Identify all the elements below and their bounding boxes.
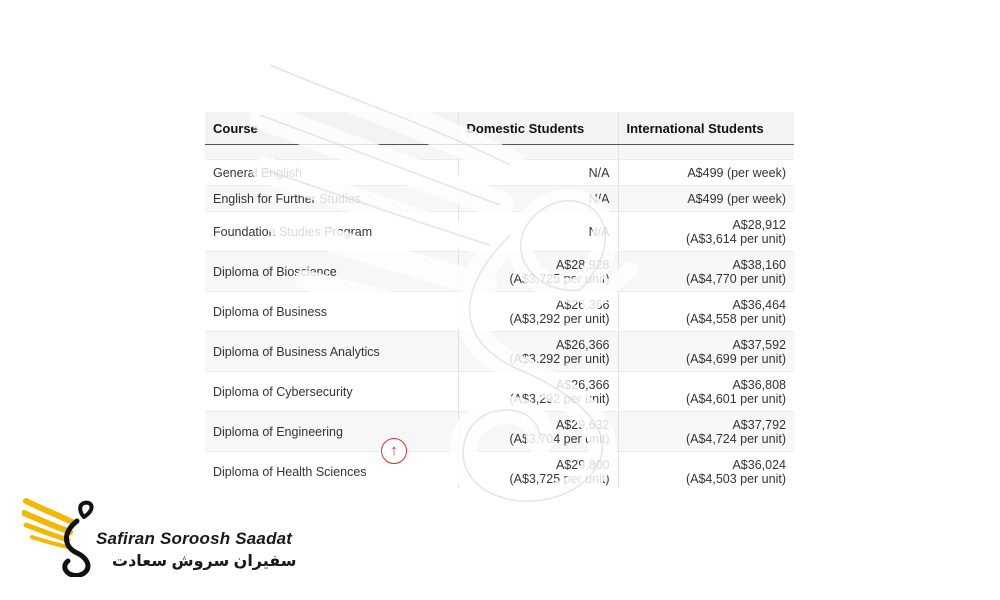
international-fee-cell bbox=[618, 160, 794, 186]
fee-per-unit: (A$3,292 per unit) bbox=[509, 351, 610, 366]
domestic-fee-cell bbox=[458, 252, 618, 292]
fee-amount: N/A bbox=[588, 224, 610, 239]
course-cell: Diploma of Business bbox=[205, 292, 458, 332]
fee-amount: A$29,632 bbox=[555, 417, 610, 432]
domestic-fee-cell bbox=[458, 292, 618, 332]
course-cell: Foundation Studies Program bbox=[205, 212, 458, 252]
brand-logo bbox=[22, 495, 297, 580]
fee-amount: A$38,160 bbox=[732, 257, 786, 272]
header-domestic-students: Domestic Students bbox=[458, 112, 618, 145]
fee-per-unit: (A$3,292 per unit) bbox=[509, 391, 610, 406]
table-row bbox=[205, 252, 794, 292]
international-fee-cell bbox=[618, 372, 794, 412]
table-row bbox=[205, 186, 794, 212]
international-fee-cell bbox=[618, 252, 794, 292]
fee-amount: A$29,800 bbox=[555, 457, 610, 472]
fee-amount: A$28,912 bbox=[732, 217, 786, 232]
international-fee-cell bbox=[618, 186, 794, 212]
domestic-fee-cell bbox=[458, 212, 618, 252]
course-cell: Diploma of Engineering bbox=[205, 412, 458, 452]
fee-amount: A$499 (per week) bbox=[687, 191, 786, 206]
fee-amount: A$36,024 bbox=[732, 457, 786, 472]
domestic-fee-cell bbox=[458, 372, 618, 412]
course-cell: Diploma of Bioscience bbox=[205, 252, 458, 292]
fee-per-unit: (A$4,558 per unit) bbox=[685, 311, 786, 326]
fee-amount: A$26,366 bbox=[555, 337, 610, 352]
fee-amount: A$36,464 bbox=[732, 297, 786, 312]
course-cell: English for Further Studies bbox=[205, 186, 458, 212]
fee-amount: A$26,366 bbox=[555, 297, 610, 312]
fee-per-unit: (A$3,725 per unit) bbox=[509, 271, 610, 286]
fee-per-unit: (A$3,725 per unit) bbox=[509, 471, 610, 486]
fee-amount: A$28,928 bbox=[555, 257, 610, 272]
fee-per-unit: (A$4,503 per unit) bbox=[685, 471, 786, 486]
international-fee-cell bbox=[618, 332, 794, 372]
fee-amount: A$36,808 bbox=[732, 377, 786, 392]
fee-amount: N/A bbox=[588, 191, 610, 206]
fee-amount: N/A bbox=[588, 165, 610, 180]
table-row bbox=[205, 372, 794, 412]
arrow-up-icon: ↑ bbox=[390, 442, 398, 459]
course-cell: General English bbox=[205, 160, 458, 186]
table-row bbox=[205, 292, 794, 332]
fee-per-unit: (A$4,724 per unit) bbox=[685, 431, 786, 446]
header-international-students: International Students bbox=[618, 112, 794, 145]
fee-per-unit: (A$3,614 per unit) bbox=[685, 231, 786, 246]
course-cell: Diploma of Health Sciences bbox=[205, 452, 458, 489]
course-cell: Diploma of Business Analytics bbox=[205, 332, 458, 372]
domestic-fee-cell bbox=[458, 452, 618, 489]
brand-name-english: Safiran Soroosh Saadat bbox=[96, 529, 293, 548]
fee-amount: A$499 (per week) bbox=[687, 165, 786, 180]
fee-per-unit: (A$4,601 per unit) bbox=[685, 391, 786, 406]
fee-per-unit: (A$3,704 per unit) bbox=[509, 431, 610, 446]
table-row bbox=[205, 412, 794, 452]
brand-name-persian: سفیران سروش سعادت bbox=[112, 553, 297, 570]
table-row bbox=[205, 212, 794, 252]
fee-per-unit: (A$4,770 per unit) bbox=[685, 271, 786, 286]
table-row bbox=[205, 160, 794, 186]
domestic-fee-cell bbox=[458, 160, 618, 186]
domestic-fee-cell bbox=[458, 186, 618, 212]
table-row bbox=[205, 332, 794, 372]
table-header-row bbox=[205, 112, 794, 145]
tuition-fee-table bbox=[205, 112, 794, 488]
fees-table bbox=[205, 112, 794, 488]
fee-per-unit: (A$4,699 per unit) bbox=[685, 351, 786, 366]
international-fee-cell bbox=[618, 412, 794, 452]
table-spacer-row bbox=[205, 145, 794, 160]
domestic-fee-cell bbox=[458, 412, 618, 452]
course-cell: Diploma of Cybersecurity bbox=[205, 372, 458, 412]
domestic-fee-cell bbox=[458, 332, 618, 372]
international-fee-cell bbox=[618, 292, 794, 332]
wing-logo-icon bbox=[22, 495, 102, 577]
table-row bbox=[205, 452, 794, 489]
fee-amount: A$37,792 bbox=[732, 417, 786, 432]
fee-amount: A$26,366 bbox=[555, 377, 610, 392]
header-course: Course bbox=[205, 112, 458, 145]
fee-amount: A$37,592 bbox=[732, 337, 786, 352]
international-fee-cell bbox=[618, 212, 794, 252]
international-fee-cell bbox=[618, 452, 794, 489]
fee-per-unit: (A$3,292 per unit) bbox=[509, 311, 610, 326]
scroll-to-top-button[interactable] bbox=[381, 438, 407, 464]
